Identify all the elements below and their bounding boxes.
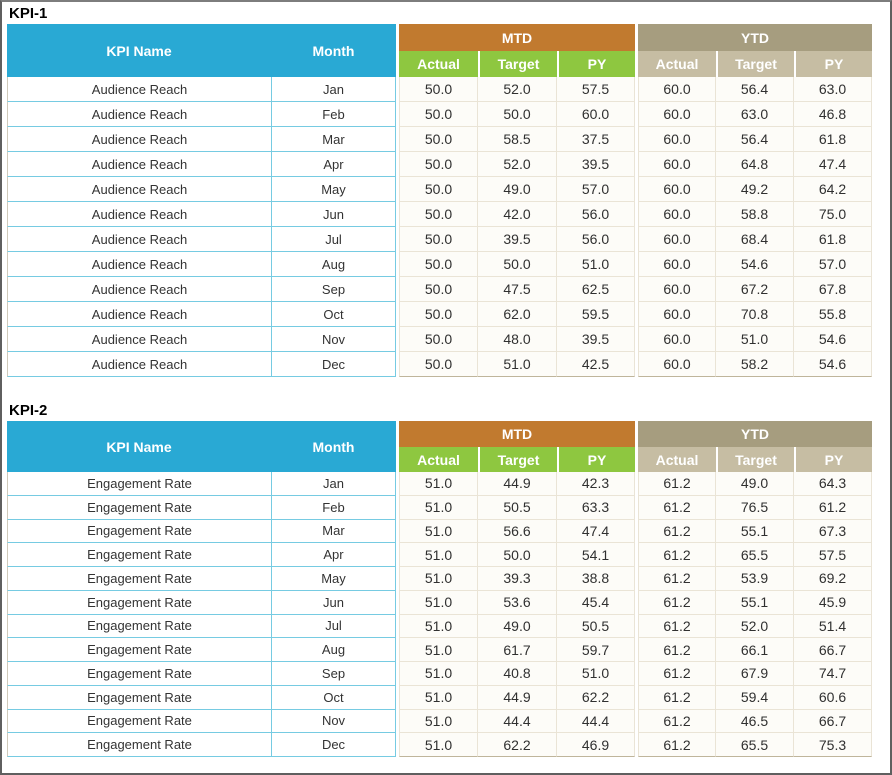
mtd-py-cell[interactable]: 50.5 (557, 615, 635, 639)
mtd-py-cell[interactable]: 56.0 (557, 202, 635, 227)
mtd-target-cell[interactable]: 44.9 (478, 472, 557, 496)
mtd-actual-cell[interactable]: 50.0 (399, 177, 478, 202)
mtd-actual-cell[interactable]: 51.0 (399, 686, 478, 710)
kpi-2-table-body (7, 472, 872, 757)
mtd-actual-cell[interactable]: 51.0 (399, 567, 478, 591)
mtd-target-cell[interactable]: 44.4 (478, 710, 557, 734)
mtd-target-cell[interactable]: 50.0 (478, 102, 557, 127)
ytd-actual-cell[interactable]: 60.0 (638, 277, 716, 302)
ytd-py-cell[interactable]: 74.7 (794, 662, 872, 686)
ytd-py-cell[interactable]: 75.3 (794, 733, 872, 757)
ytd-actual-cell[interactable]: 60.0 (638, 327, 716, 352)
mtd-target-cell[interactable]: 58.5 (478, 127, 557, 152)
ytd-actual-cell[interactable]: 60.0 (638, 77, 716, 102)
ytd-py-cell[interactable]: 61.8 (794, 127, 872, 152)
kpi-name-cell[interactable]: Audience Reach (7, 152, 271, 177)
kpi-name-cell[interactable]: Engagement Rate (7, 591, 271, 615)
mtd-py-cell[interactable]: 51.0 (557, 662, 635, 686)
ytd-actual-cell[interactable]: 60.0 (638, 152, 716, 177)
kpi-1-table-body (7, 77, 872, 377)
ytd-py-cell[interactable]: 63.0 (794, 77, 872, 102)
ytd-target-cell[interactable]: 67.2 (716, 277, 794, 302)
kpi-name-cell[interactable]: Engagement Rate (7, 496, 271, 520)
ytd-py-cell[interactable]: 47.4 (794, 152, 872, 177)
ytd-target-cell[interactable]: 59.4 (716, 686, 794, 710)
ytd-target-cell[interactable]: 66.1 (716, 638, 794, 662)
mtd-actual-header[interactable]: Actual (399, 447, 478, 472)
ytd-actual-cell[interactable]: 61.2 (638, 520, 716, 544)
ytd-target-cell[interactable]: 56.4 (716, 77, 794, 102)
ytd-actual-cell[interactable]: 61.2 (638, 638, 716, 662)
month-cell[interactable]: Jun (271, 202, 396, 227)
ytd-py-cell[interactable]: 64.3 (794, 472, 872, 496)
month-cell[interactable]: Nov (271, 327, 396, 352)
table-row (7, 227, 872, 252)
ytd-target-cell[interactable]: 65.5 (716, 543, 794, 567)
table-title-kpi-2[interactable]: KPI-2 (9, 402, 48, 419)
kpi-name-column-header[interactable]: KPI Name (106, 42, 172, 59)
month-cell[interactable]: Jul (271, 615, 396, 639)
ytd-py-cell[interactable]: 64.2 (794, 177, 872, 202)
kpi-name-cell[interactable]: Engagement Rate (7, 710, 271, 734)
mtd-actual-cell[interactable]: 50.0 (399, 302, 478, 327)
table-row (7, 472, 872, 496)
ytd-actual-cell[interactable]: 61.2 (638, 543, 716, 567)
ytd-py-cell[interactable]: 51.4 (794, 615, 872, 639)
mtd-py-cell[interactable]: 39.5 (557, 327, 635, 352)
mtd-py-cell[interactable]: 42.5 (557, 352, 635, 377)
mtd-py-header[interactable]: PY (557, 447, 635, 472)
mtd-actual-cell[interactable]: 50.0 (399, 102, 478, 127)
mtd-py-cell[interactable]: 46.9 (557, 733, 635, 757)
ytd-actual-header[interactable]: Actual (638, 51, 716, 77)
mtd-actual-cell[interactable]: 50.0 (399, 152, 478, 177)
kpi-name-cell[interactable]: Engagement Rate (7, 520, 271, 544)
mtd-target-cell[interactable]: 51.0 (478, 352, 557, 377)
mtd-target-cell[interactable]: 49.0 (478, 615, 557, 639)
month-cell[interactable]: Mar (271, 520, 396, 544)
ytd-target-cell[interactable]: 63.0 (716, 102, 794, 127)
mtd-actual-cell[interactable]: 51.0 (399, 472, 478, 496)
ytd-group-header[interactable]: YTD (638, 421, 872, 447)
mtd-py-cell[interactable]: 51.0 (557, 252, 635, 277)
kpi-2-table (7, 421, 872, 757)
kpi-2-table-header (7, 421, 872, 472)
mtd-target-cell[interactable]: 42.0 (478, 202, 557, 227)
kpi-name-column-header[interactable]: KPI Name (106, 438, 172, 455)
ytd-py-cell[interactable]: 45.9 (794, 591, 872, 615)
ytd-py-cell[interactable]: 46.8 (794, 102, 872, 127)
kpi-name-cell[interactable]: Audience Reach (7, 202, 271, 227)
kpi-name-cell[interactable]: Audience Reach (7, 127, 271, 152)
month-cell[interactable]: Apr (271, 152, 396, 177)
ytd-target-cell[interactable]: 68.4 (716, 227, 794, 252)
ytd-target-cell[interactable]: 49.0 (716, 472, 794, 496)
ytd-py-header[interactable]: PY (794, 51, 872, 77)
ytd-actual-cell[interactable]: 60.0 (638, 202, 716, 227)
mtd-py-cell[interactable]: 62.2 (557, 686, 635, 710)
kpi-name-cell[interactable]: Engagement Rate (7, 733, 271, 757)
table-row (7, 496, 872, 520)
mtd-target-cell[interactable]: 50.0 (478, 543, 557, 567)
ytd-target-cell[interactable]: 51.0 (716, 327, 794, 352)
month-cell[interactable]: Sep (271, 662, 396, 686)
ytd-target-cell[interactable]: 46.5 (716, 710, 794, 734)
mtd-actual-cell[interactable]: 50.0 (399, 277, 478, 302)
month-cell[interactable]: Jun (271, 591, 396, 615)
mtd-target-cell[interactable]: 48.0 (478, 327, 557, 352)
mtd-py-cell[interactable]: 57.5 (557, 77, 635, 102)
mtd-target-cell[interactable]: 52.0 (478, 77, 557, 102)
mtd-actual-cell[interactable]: 50.0 (399, 352, 478, 377)
mtd-actual-cell[interactable]: 51.0 (399, 543, 478, 567)
mtd-target-cell[interactable]: 50.0 (478, 252, 557, 277)
mtd-actual-cell[interactable]: 50.0 (399, 77, 478, 102)
name-month-header-block (7, 24, 396, 77)
ytd-actual-cell[interactable]: 61.2 (638, 710, 716, 734)
table-row (7, 352, 872, 377)
ytd-py-cell[interactable]: 60.6 (794, 686, 872, 710)
ytd-actual-cell[interactable]: 61.2 (638, 733, 716, 757)
month-cell[interactable]: Apr (271, 543, 396, 567)
table-row (7, 127, 872, 152)
ytd-target-cell[interactable]: 56.4 (716, 127, 794, 152)
table-row (7, 615, 872, 639)
month-column-header[interactable]: Month (312, 42, 355, 59)
ytd-actual-cell[interactable]: 60.0 (638, 127, 716, 152)
table-row (7, 567, 872, 591)
kpi-name-cell[interactable]: Engagement Rate (7, 638, 271, 662)
table-row (7, 102, 872, 127)
mtd-target-header[interactable]: Target (478, 447, 557, 472)
ytd-py-cell[interactable]: 57.0 (794, 252, 872, 277)
mtd-target-cell[interactable]: 56.6 (478, 520, 557, 544)
ytd-actual-cell[interactable]: 61.2 (638, 472, 716, 496)
ytd-target-cell[interactable]: 55.1 (716, 520, 794, 544)
mtd-py-cell[interactable]: 47.4 (557, 520, 635, 544)
kpi-name-cell[interactable]: Audience Reach (7, 327, 271, 352)
ytd-target-cell[interactable]: 55.1 (716, 591, 794, 615)
table-row (7, 277, 872, 302)
month-cell[interactable]: Feb (271, 496, 396, 520)
month-cell[interactable]: Oct (271, 302, 396, 327)
ytd-actual-header[interactable]: Actual (638, 447, 716, 472)
table-row (7, 202, 872, 227)
month-cell[interactable]: May (271, 177, 396, 202)
kpi-name-cell[interactable]: Audience Reach (7, 227, 271, 252)
ytd-target-cell[interactable]: 53.9 (716, 567, 794, 591)
mtd-actual-cell[interactable]: 51.0 (399, 638, 478, 662)
table-row (7, 591, 872, 615)
mtd-target-cell[interactable]: 40.8 (478, 662, 557, 686)
table-row (7, 638, 872, 662)
mtd-actual-cell[interactable]: 51.0 (399, 615, 478, 639)
table-row (7, 686, 872, 710)
ytd-py-cell[interactable]: 55.8 (794, 302, 872, 327)
mtd-py-header[interactable]: PY (557, 51, 635, 77)
table-row (7, 543, 872, 567)
mtd-actual-cell[interactable]: 50.0 (399, 202, 478, 227)
mtd-py-cell[interactable]: 39.5 (557, 152, 635, 177)
ytd-actual-cell[interactable]: 61.2 (638, 615, 716, 639)
mtd-actual-cell[interactable]: 51.0 (399, 662, 478, 686)
mtd-actual-cell[interactable]: 51.0 (399, 710, 478, 734)
ytd-py-cell[interactable]: 66.7 (794, 638, 872, 662)
ytd-target-cell[interactable]: 58.2 (716, 352, 794, 377)
mtd-target-cell[interactable]: 39.5 (478, 227, 557, 252)
mtd-target-cell[interactable]: 62.0 (478, 302, 557, 327)
mtd-py-cell[interactable]: 59.5 (557, 302, 635, 327)
mtd-target-cell[interactable]: 44.9 (478, 686, 557, 710)
table-row (7, 662, 872, 686)
mtd-py-cell[interactable]: 37.5 (557, 127, 635, 152)
table-row (7, 302, 872, 327)
kpi-name-cell[interactable]: Audience Reach (7, 177, 271, 202)
kpi-name-cell[interactable]: Audience Reach (7, 352, 271, 377)
ytd-target-cell[interactable]: 65.5 (716, 733, 794, 757)
kpi-name-cell[interactable]: Engagement Rate (7, 686, 271, 710)
month-cell[interactable]: Feb (271, 102, 396, 127)
ytd-target-header[interactable]: Target (716, 447, 794, 472)
mtd-actual-cell[interactable]: 51.0 (399, 733, 478, 757)
ytd-actual-cell[interactable]: 61.2 (638, 686, 716, 710)
ytd-actual-cell[interactable]: 60.0 (638, 227, 716, 252)
ytd-py-cell[interactable]: 66.7 (794, 710, 872, 734)
month-cell[interactable]: Sep (271, 277, 396, 302)
table-row (7, 520, 872, 544)
ytd-actual-cell[interactable]: 60.0 (638, 102, 716, 127)
mtd-target-cell[interactable]: 62.2 (478, 733, 557, 757)
mtd-py-cell[interactable]: 45.4 (557, 591, 635, 615)
mtd-target-cell[interactable]: 49.0 (478, 177, 557, 202)
ytd-py-cell[interactable]: 61.2 (794, 496, 872, 520)
table-row (7, 177, 872, 202)
month-cell[interactable]: Aug (271, 638, 396, 662)
ytd-py-header[interactable]: PY (794, 447, 872, 472)
mtd-actual-header[interactable]: Actual (399, 51, 478, 77)
ytd-target-cell[interactable]: 67.9 (716, 662, 794, 686)
month-cell[interactable]: Jan (271, 472, 396, 496)
ytd-actual-cell[interactable]: 61.2 (638, 496, 716, 520)
ytd-target-cell[interactable]: 76.5 (716, 496, 794, 520)
mtd-py-cell[interactable]: 56.0 (557, 227, 635, 252)
mtd-actual-cell[interactable]: 50.0 (399, 227, 478, 252)
mtd-target-cell[interactable]: 50.5 (478, 496, 557, 520)
ytd-py-cell[interactable]: 54.6 (794, 327, 872, 352)
mtd-target-cell[interactable]: 61.7 (478, 638, 557, 662)
ytd-py-cell[interactable]: 69.2 (794, 567, 872, 591)
ytd-target-cell[interactable]: 54.6 (716, 252, 794, 277)
kpi-name-cell[interactable]: Engagement Rate (7, 615, 271, 639)
mtd-py-cell[interactable]: 59.7 (557, 638, 635, 662)
month-cell[interactable]: Aug (271, 252, 396, 277)
kpi-name-cell[interactable]: Engagement Rate (7, 662, 271, 686)
month-cell[interactable]: Jul (271, 227, 396, 252)
mtd-py-cell[interactable]: 63.3 (557, 496, 635, 520)
ytd-group-header[interactable]: YTD (638, 24, 872, 51)
ytd-target-header[interactable]: Target (716, 51, 794, 77)
name-month-header-block (7, 421, 396, 472)
table-row (7, 733, 872, 757)
table-row (7, 77, 872, 102)
mtd-target-cell[interactable]: 47.5 (478, 277, 557, 302)
mtd-py-cell[interactable]: 60.0 (557, 102, 635, 127)
ytd-py-cell[interactable]: 54.6 (794, 352, 872, 377)
mtd-group-header[interactable]: MTD (399, 421, 635, 447)
ytd-py-cell[interactable]: 61.8 (794, 227, 872, 252)
kpi-1-table-header (7, 24, 872, 77)
table-title-kpi-1[interactable]: KPI-1 (9, 5, 48, 22)
ytd-py-cell[interactable]: 75.0 (794, 202, 872, 227)
ytd-actual-cell[interactable]: 61.2 (638, 567, 716, 591)
ytd-actual-cell[interactable]: 60.0 (638, 352, 716, 377)
mtd-actual-cell[interactable]: 50.0 (399, 127, 478, 152)
mtd-py-cell[interactable]: 44.4 (557, 710, 635, 734)
mtd-py-cell[interactable]: 42.3 (557, 472, 635, 496)
mtd-target-cell[interactable]: 39.3 (478, 567, 557, 591)
ytd-actual-cell[interactable]: 60.0 (638, 177, 716, 202)
mtd-target-cell[interactable]: 53.6 (478, 591, 557, 615)
mtd-target-cell[interactable]: 52.0 (478, 152, 557, 177)
mtd-py-cell[interactable]: 57.0 (557, 177, 635, 202)
kpi-name-cell[interactable]: Audience Reach (7, 277, 271, 302)
mtd-actual-cell[interactable]: 51.0 (399, 591, 478, 615)
table-row (7, 710, 872, 734)
mtd-actual-cell[interactable]: 51.0 (399, 520, 478, 544)
mtd-actual-cell[interactable]: 51.0 (399, 496, 478, 520)
kpi-name-cell[interactable]: Audience Reach (7, 102, 271, 127)
ytd-actual-cell[interactable]: 60.0 (638, 302, 716, 327)
ytd-target-cell[interactable]: 64.8 (716, 152, 794, 177)
month-cell[interactable]: May (271, 567, 396, 591)
kpi-name-cell[interactable]: Audience Reach (7, 302, 271, 327)
table-row (7, 252, 872, 277)
kpi-name-cell[interactable]: Engagement Rate (7, 472, 271, 496)
ytd-target-cell[interactable]: 58.8 (716, 202, 794, 227)
mtd-group-header[interactable]: MTD (399, 24, 635, 51)
month-cell[interactable]: Dec (271, 352, 396, 377)
ytd-target-cell[interactable]: 52.0 (716, 615, 794, 639)
ytd-target-cell[interactable]: 70.8 (716, 302, 794, 327)
kpi-name-cell[interactable]: Audience Reach (7, 252, 271, 277)
ytd-actual-cell[interactable]: 60.0 (638, 252, 716, 277)
month-cell[interactable]: Jan (271, 77, 396, 102)
ytd-actual-cell[interactable]: 61.2 (638, 591, 716, 615)
table-row (7, 152, 872, 177)
mtd-target-header[interactable]: Target (478, 51, 557, 77)
ytd-actual-cell[interactable]: 61.2 (638, 662, 716, 686)
mtd-actual-cell[interactable]: 50.0 (399, 252, 478, 277)
month-cell[interactable]: Mar (271, 127, 396, 152)
kpi-name-cell[interactable]: Engagement Rate (7, 567, 271, 591)
kpi-name-cell[interactable]: Engagement Rate (7, 543, 271, 567)
month-cell[interactable]: Dec (271, 733, 396, 757)
mtd-py-cell[interactable]: 38.8 (557, 567, 635, 591)
ytd-target-cell[interactable]: 49.2 (716, 177, 794, 202)
kpi-2-section (7, 401, 872, 757)
month-cell[interactable]: Nov (271, 710, 396, 734)
mtd-py-cell[interactable]: 54.1 (557, 543, 635, 567)
month-column-header[interactable]: Month (312, 438, 355, 455)
table-row (7, 327, 872, 352)
kpi-name-cell[interactable]: Audience Reach (7, 77, 271, 102)
mtd-py-cell[interactable]: 62.5 (557, 277, 635, 302)
kpi-1-section (7, 4, 872, 377)
kpi-1-table (7, 24, 872, 377)
ytd-py-cell[interactable]: 67.8 (794, 277, 872, 302)
mtd-actual-cell[interactable]: 50.0 (399, 327, 478, 352)
ytd-py-cell[interactable]: 57.5 (794, 543, 872, 567)
ytd-py-cell[interactable]: 67.3 (794, 520, 872, 544)
month-cell[interactable]: Oct (271, 686, 396, 710)
